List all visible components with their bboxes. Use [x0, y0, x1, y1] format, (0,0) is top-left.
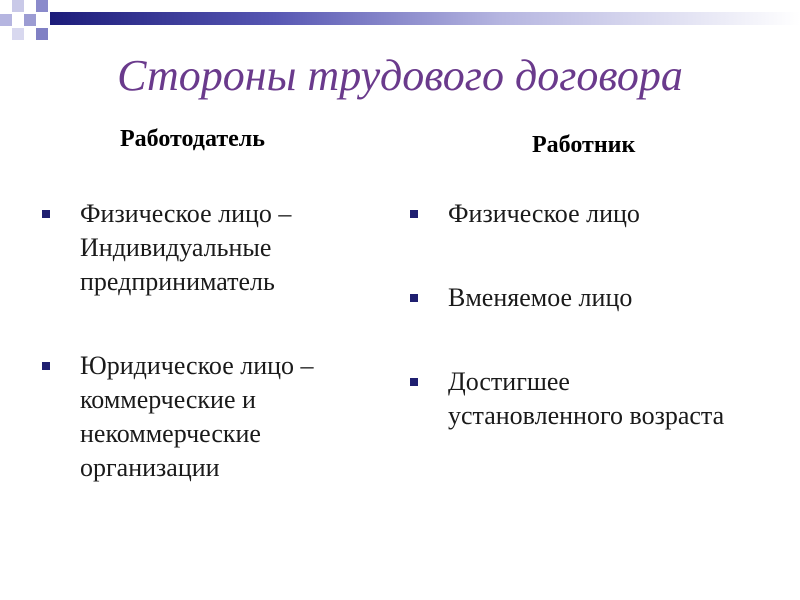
list-item-text: Физическое лицо – Индивидуальные предприниматель [80, 199, 292, 296]
employer-list [40, 197, 380, 485]
square-bullet-icon [410, 378, 418, 386]
employee-heading: Работник [532, 132, 636, 158]
list-item [408, 365, 748, 433]
list-item-text: Вменяемое лицо [448, 283, 633, 312]
list-item-text: Физическое лицо [448, 199, 640, 228]
header-gradient-bar [50, 12, 800, 25]
employee-list [408, 197, 748, 433]
square-bullet-icon [42, 210, 50, 218]
square-bullet-icon [410, 294, 418, 302]
list-item [408, 281, 748, 315]
list-item [40, 197, 380, 299]
square-bullet-icon [410, 210, 418, 218]
slide-title: Стороны трудового договора [117, 51, 683, 100]
decorative-squares [0, 0, 70, 50]
square-bullet-icon [42, 362, 50, 370]
list-item [40, 349, 380, 485]
list-item [408, 197, 748, 231]
list-item-text: Достигшее установленного возраста [448, 367, 725, 430]
list-item-text: Юридическое лицо – коммерческие и некоммерческие организации [80, 351, 314, 482]
employer-heading: Работодатель [120, 126, 265, 152]
